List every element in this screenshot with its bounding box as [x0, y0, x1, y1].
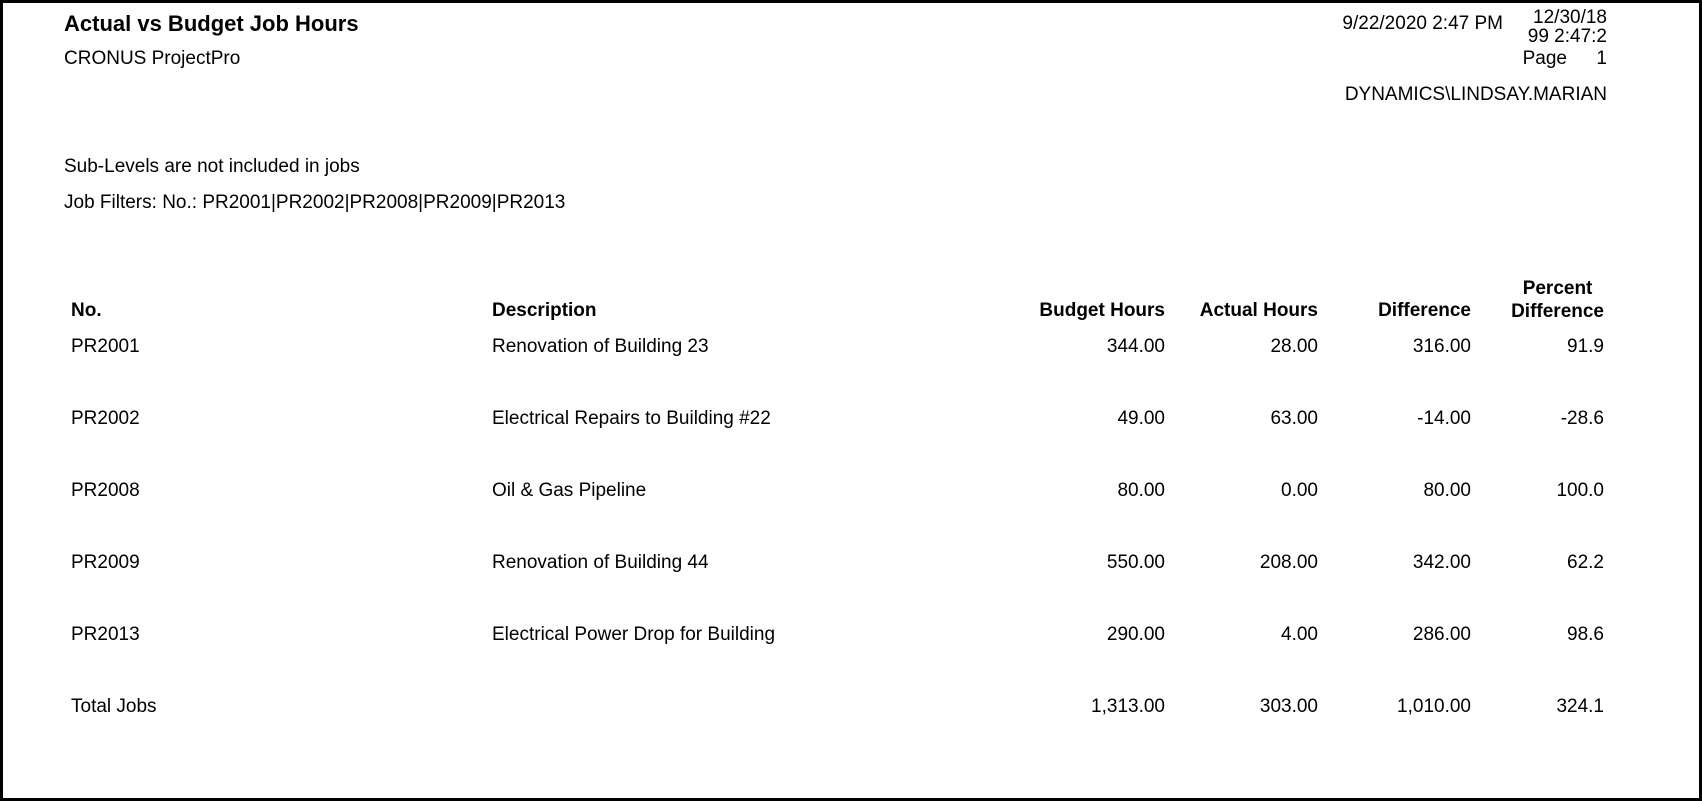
- budget-hours: 290.00: [1106, 624, 1165, 645]
- job-description: Oil & Gas Pipeline: [492, 480, 647, 501]
- actual-hours: 208.00: [1259, 552, 1318, 573]
- percent-difference: 91.9: [1567, 336, 1604, 357]
- job-description: Electrical Repairs to Building #22: [492, 408, 771, 429]
- clipped-date-field: [1517, 8, 1607, 42]
- actual-hours: 63.00: [1270, 408, 1318, 429]
- job-no: PR2009: [71, 552, 140, 573]
- total-budget-hours: 1,313.00: [1091, 696, 1165, 717]
- job-description: Renovation of Building 23: [492, 336, 709, 357]
- actual-hours: 0.00: [1281, 480, 1318, 501]
- total-label: Total Jobs: [71, 696, 157, 717]
- job-no: PR2001: [71, 336, 140, 357]
- column-header-description: Description: [492, 300, 597, 321]
- clipped-date-line1: 12/30/18: [1533, 8, 1607, 28]
- budget-hours: 80.00: [1117, 480, 1165, 501]
- difference: 80.00: [1423, 480, 1471, 501]
- budget-hours: 49.00: [1117, 408, 1165, 429]
- job-filters-note: Job Filters: No.: PR2001|PR2002|PR2008|PR2009|PR2013: [64, 192, 566, 213]
- total-percent-difference: 324.1: [1556, 696, 1604, 717]
- clipped-date-line2: 99 2:47:2: [1527, 26, 1607, 42]
- percent-difference: -28.6: [1560, 408, 1604, 429]
- budget-hours: 550.00: [1106, 552, 1165, 573]
- column-header-percent-line2: Difference: [1511, 301, 1604, 322]
- report-title: Actual vs Budget Job Hours: [64, 11, 359, 36]
- percent-difference: 62.2: [1567, 552, 1604, 573]
- actual-hours: 4.00: [1281, 624, 1318, 645]
- job-description: Renovation of Building 44: [492, 552, 709, 573]
- column-header-percent-difference: [1511, 277, 1604, 323]
- sublevels-note: Sub-Levels are not included in jobs: [64, 156, 360, 177]
- job-description: Electrical Power Drop for Building: [492, 624, 776, 645]
- job-no: PR2002: [71, 408, 140, 429]
- page-number: 1: [1596, 48, 1607, 69]
- total-difference: 1,010.00: [1397, 696, 1471, 717]
- column-header-difference: Difference: [1378, 300, 1471, 321]
- print-datetime: 9/22/2020 2:47 PM: [1342, 13, 1503, 34]
- difference: -14.00: [1417, 408, 1471, 429]
- user-id: DYNAMICS\LINDSAY.MARIAN: [1344, 84, 1607, 105]
- column-header-actual-hours: Actual Hours: [1199, 300, 1318, 321]
- budget-hours: 344.00: [1106, 336, 1165, 357]
- column-header-budget-hours: Budget Hours: [1039, 300, 1165, 321]
- column-header-percent-line1: Percent: [1522, 278, 1593, 299]
- difference: 316.00: [1412, 336, 1471, 357]
- company-name: CRONUS ProjectPro: [64, 48, 241, 69]
- total-actual-hours: 303.00: [1259, 696, 1318, 717]
- difference: 342.00: [1412, 552, 1471, 573]
- column-header-no: No.: [71, 300, 102, 321]
- difference: 286.00: [1412, 624, 1471, 645]
- job-no: PR2013: [71, 624, 140, 645]
- page-label: Page: [1522, 48, 1567, 69]
- actual-hours: 28.00: [1270, 336, 1318, 357]
- percent-difference: 98.6: [1567, 624, 1604, 645]
- percent-difference: 100.0: [1556, 480, 1604, 501]
- job-no: PR2008: [71, 480, 140, 501]
